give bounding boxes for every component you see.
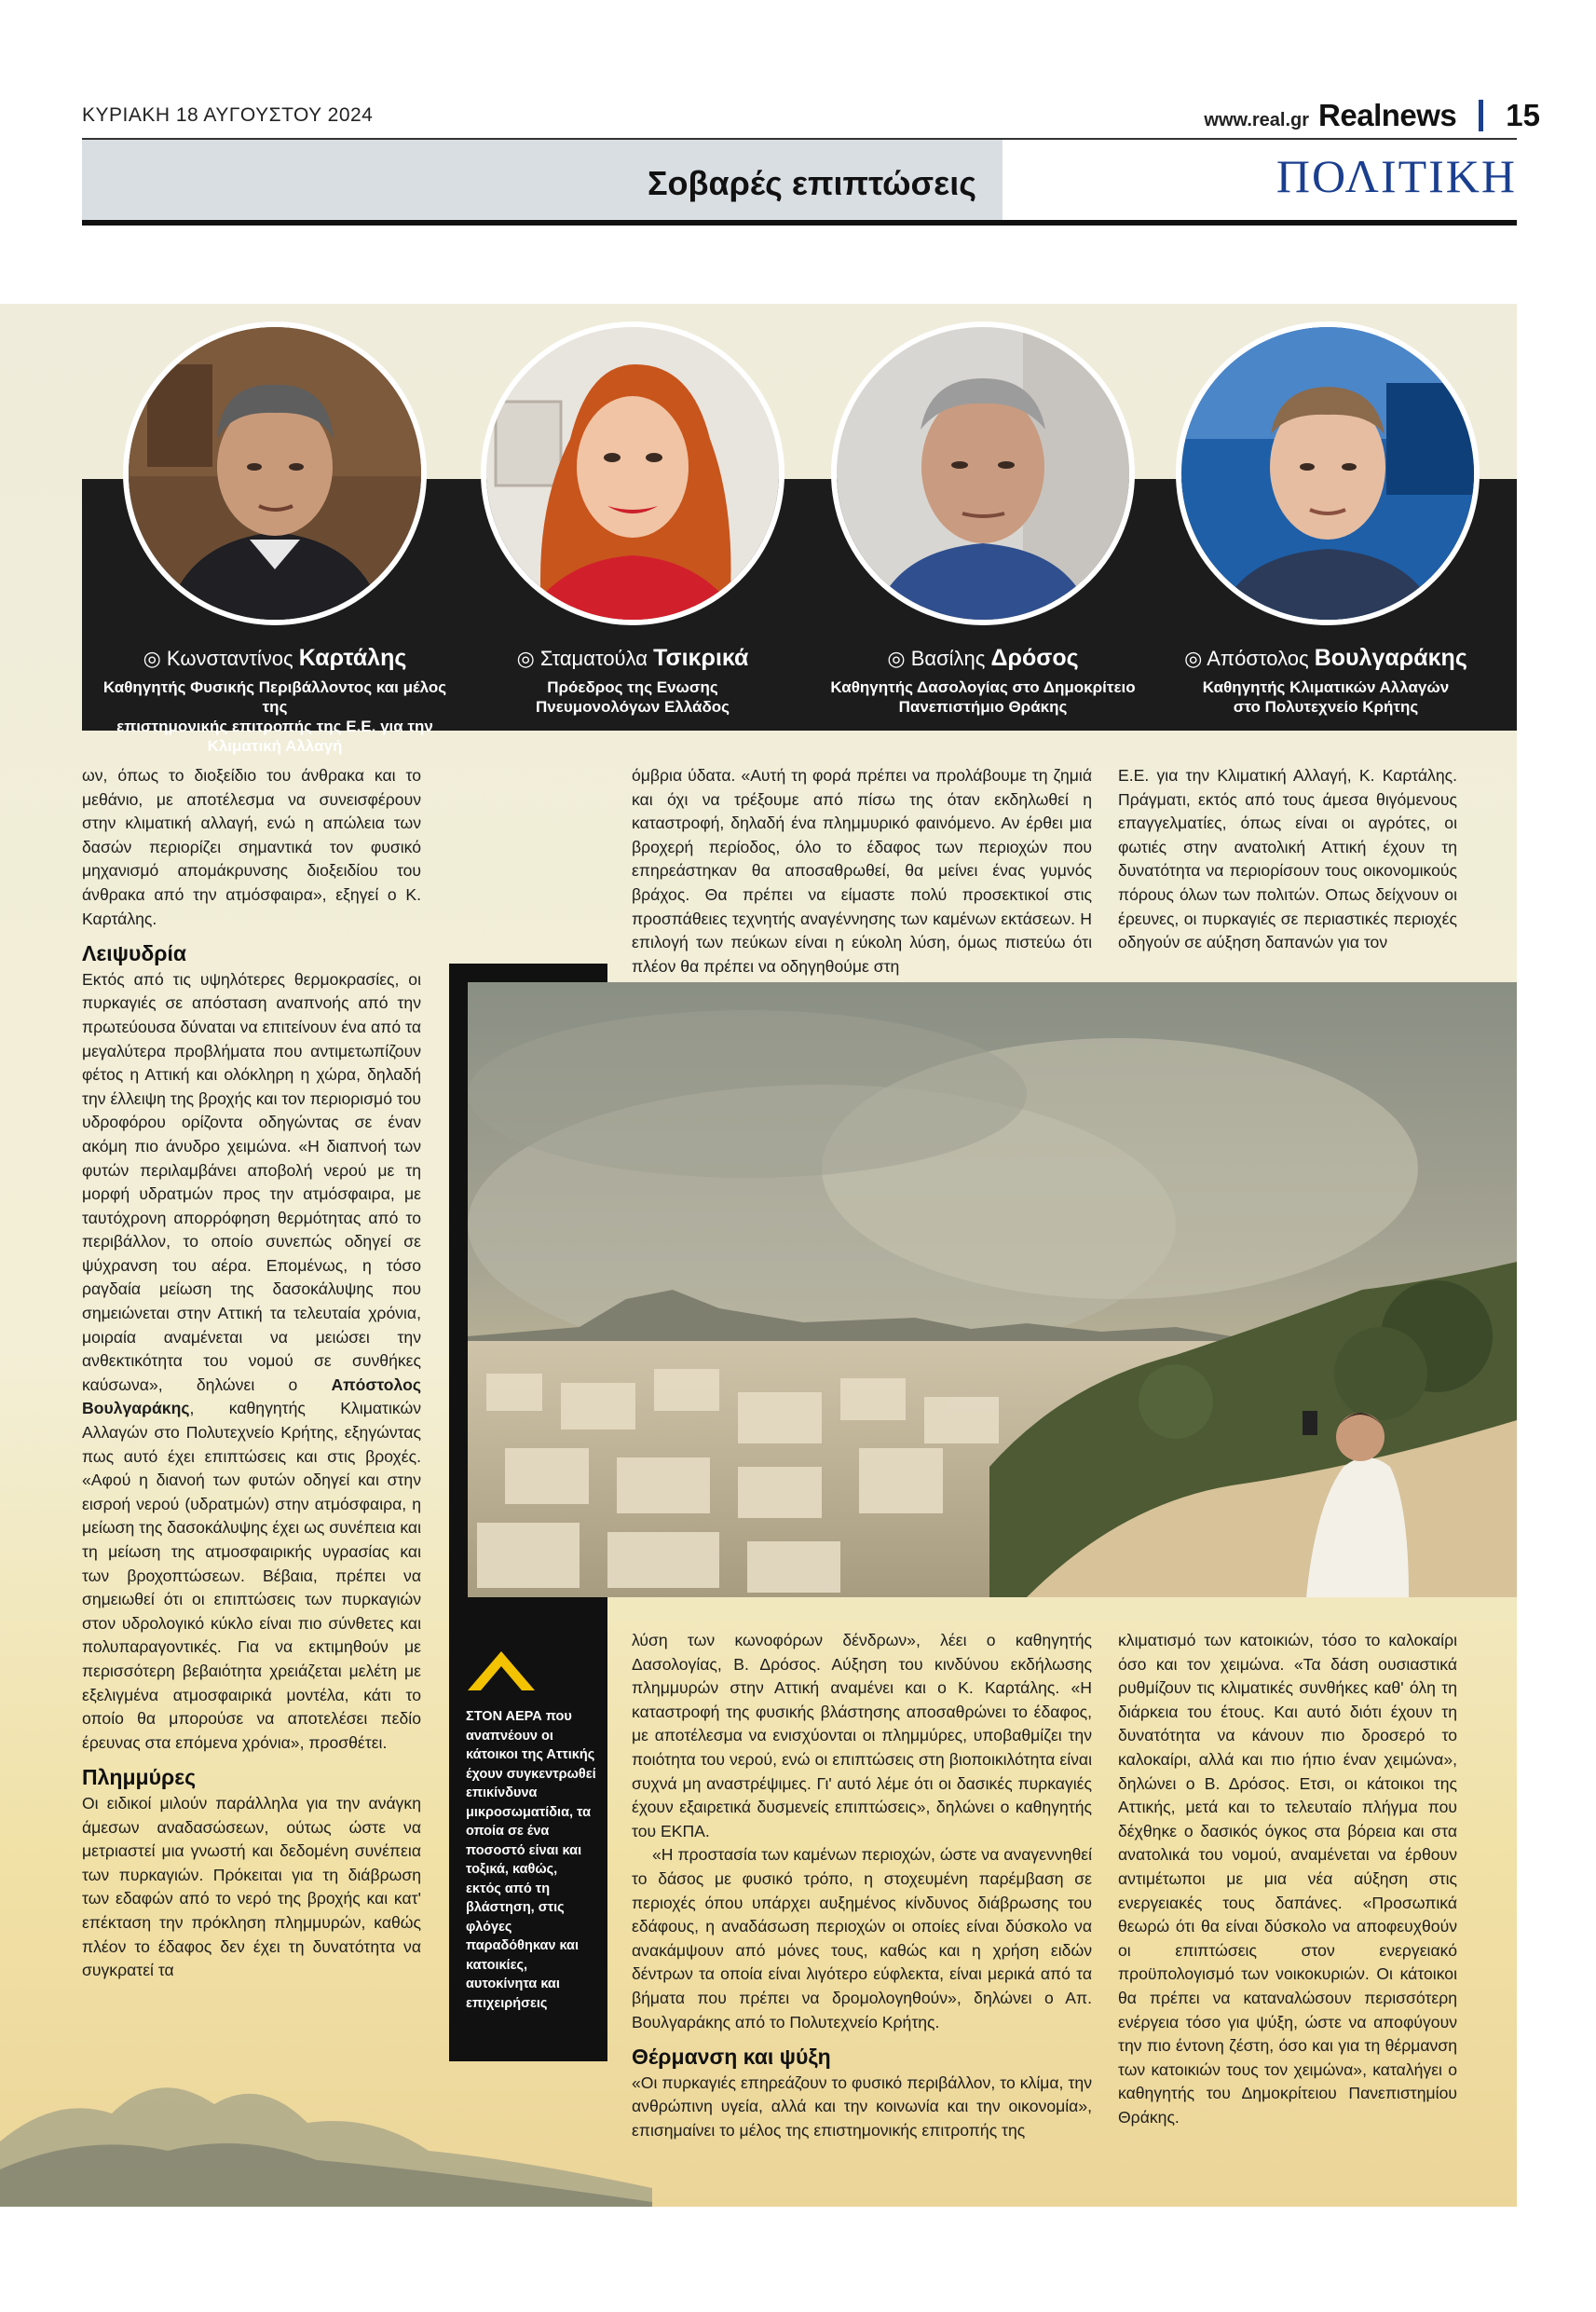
portrait-tsikrika-image (486, 327, 779, 620)
col1-paragraph-2: Εκτός από τις υψηλότερες θερμοκρασίες, οι πυρκαγιές σε απόσταση αναπνοής από την πρωτεύουσα δύναται να επιτείνουν ένα από τα μεγαλύτερα προβλήματα που αντιμετωπίζουν φέτος η Αττική και ολόκληρη η χώρα, δηλαδή την έλλειψη της βροχής και τον περιορισμό του υδροφόρου ορίζοντα οδηγώντας σε έναν ακόμη πιο άνυδρο χειμώνα. «Η διαπνοή των φυτών περιλαμβάνει αποβολή νερού με τη μορφή υδρατμών προς την ατμόσφαιρα, με ταυτόχρονη απορρόφηση θερμότητας από το περιβάλλον, το οποίο συνεπώς οδηγεί σε ψύχρανση του αέρα. Επομένως, η τόσο ραγδαία μείωση της δασοκάλυψης που σημειώνεται στην Αττική τα τελευταία χρόνια, μοιραία αναμένεται να μειώσει την ανθεκτικότητα του νομού σε συνθήκες καύσωνα», δηλώνει ο Απόστολος Βουλγαράκης, καθηγητής Κλιματικών Αλλαγών στο Πολυτεχνείο Κρήτης, εξηγώντας πως αυτό έχει επιπτώσεις και στις βροχές. «Αφού η διανοή των φυτών οδηγεί και στην εισροή νερού (υδρατμών) στην ατμόσφαιρα, η μείωση της δασοκάλυψης έχει ως συνέπεια και τη μείωση της ατμοσφαιρικής υγρασίας και των βροχοπτώσεων. Βέβαια, πρέπει να σημειωθεί ότι οι επιπτώσεις των πυρκαγιών στον υδρολογικό κύκλο είναι πιο σύνθετες και πολυπαραγοντικές. Για να εκτιμηθούν με περισσότερη βεβαιότητα χρειάζεται μελέτη με εξελιγμένα ατμοσφαιρικά μοντέλα, κάτι το οποίο θα μπορούσε να αποτελέσει πεδίο έρευνας στα επόμενα χρόνια», προσθέτει. (82, 969, 421, 1752)
caption-tsikrika (451, 645, 814, 717)
article-column-3-bottom (1118, 1629, 1457, 2129)
col1-paragraph-3: Οι ειδικοί μιλούν παράλληλα για την ανάγκη άμεσων αναδασώσεων, ούτως ώστε να μετριαστεί μια γνωστή και δεδομένη συνέπεια των πυρκαγιών. Πρόκειται για τη διάβρωση των εδαφών από το νερό της βροχής και κατ' επέκταση την πρόκληση πλημμυρών, καθώς πλέον το έδαφος δεν έχει τη δυνατότητα να συγκρατεί τα (82, 1793, 421, 1980)
portrait-tsikrika (481, 321, 784, 625)
col2-bottom-paragraph-2: «Η προστασία των καμένων περιοχών, ώστε να αναγεννηθεί το δάσος με φυσικό τρόπο, η στοχευμένη παρέμβαση σε περιοχές όπου υπάρχει αυξημένος κίνδυνος διάβρωσης του εδάφους, η αναδάσωση περιοχών οι οποίες είναι δύσκολο να ανακάμψουν από μόνες τους, καθώς και η χρήση ειδών δέντρων τα οποία είναι λιγότερο εύφλεκτα, είναι μερικά από τα βήματα που πρέπει να δρομολογηθούν», δηλώνει ο Απ. Βουλγαράκης από το Πολυτεχνείο Κρήτης. (632, 1845, 1092, 2032)
portrait-voulgarakis-image (1181, 327, 1474, 620)
portrait-kartalis (123, 321, 427, 625)
role-kartalis: Καθηγητής Φυσικής Περιβάλλοντος και μέλος της επιστημονικής επιτροπής της Ε.Ε. για την Κλιματική Αλλαγή (102, 678, 447, 755)
col2-bottom-paragraph-3: «Οι πυρκαγιές επηρεάζουν το φυσικό περιβάλλον, το κλίμα, την ανθρώπινη υγεία, αλλά και την κοινωνία και την οικονομία», επισημαίνει το μέλος της επιστημονικής επιτροπής της (632, 2073, 1092, 2140)
section-label: ΠΟΛΙΤΙΚΗ (1275, 150, 1517, 202)
role-drosos: Καθηγητής Δασολογίας στο Δημοκρίτειο Πανεπιστήμιο Θράκης (830, 678, 1136, 716)
article-title: Σοβαρές επιπτώσεις (647, 164, 976, 202)
brand-divider (1479, 100, 1483, 131)
subhead-thermansi: Θέρμανση και ψύξη (632, 2045, 831, 2070)
page-number: 15 (1506, 98, 1540, 132)
name-voulgarakis: ◎ Απόστολος Βουλγαράκης (1184, 645, 1467, 671)
brand-logo: Realnews (1318, 98, 1457, 132)
name-drosos: ◎ Βασίλης Δρόσος (887, 645, 1079, 671)
callout-text: ΣΤΟΝ ΑΕΡΑ που αναπνέουν οι κάτοικοι της Αττικής έχουν συγκεντρωθεί επικίνδυνα μικροσωματίδια, τα οποία σε ένα ποσοστό είναι και τοξικά, καθώς, εκτός από τη βλάστηση, στις φλόγες παραδόθηκαν και κατοικίες, αυτοκίνητα και επιχειρήσεις (466, 1709, 596, 2011)
col3-top-paragraph: Ε.Ε. για την Κλιματική Αλλαγή, Κ. Καρτάλης. Πράγματι, εκτός από τους άμεσα θιγόμενους επαγγελματίες, όπως είναι οι αγρότες, οι φωτιές στην ανατολική Αττική έχουν τη δυνατότητα να περιορίσουν τους οικονομικούς πόρους όλων των πολιτών. Οπως δείχνουν οι έρευνες, οι πυρκαγιές σε περιαστικές περιοχές οδηγούν σε αύξηση δαπανών για τον (1118, 766, 1457, 952)
portrait-voulgarakis (1176, 321, 1480, 625)
subhead-plimmyres: Πλημμύρες (82, 1765, 197, 1790)
col2-bottom-paragraph-1: λύση των κωνοφόρων δένδρων», λέει ο καθηγητής Δασολογίας, Β. Δρόσος. Αύξηση του κινδύνου εκδήλωσης πλημμυρών στην Αττική αναμένει και ο Κ. Καρτάλης. «Η καταστροφή της φυσικής βλάστησης αποσαθρώνει το έδαφος, με αποτέλεσμα να ενισχύονται οι πλημμύρες, υποβαθμίζει την ποιότητα του νερού, ενώ οι επιπτώσεις στη βιοποικιλότητα είναι συχνά μη αναστρέψιμες. Γι' αυτό λέμε ότι οι δασικές πυρκαγιές έχουν εξαιρετικά δυσμενείς επιπτώσεις», δηλώνει ο καθηγητής του ΕΚΠΑ. (632, 1631, 1092, 1840)
article-column-3-top (1118, 764, 1457, 955)
name-tsikrika: ◎ Σταματούλα Τσικρικά (516, 645, 749, 671)
caption-voulgarakis (1144, 645, 1507, 717)
subhead-leipsydria: Λειψυδρία (82, 941, 187, 966)
site-url[interactable]: www.real.gr (1204, 110, 1310, 130)
col3-bottom-paragraph: κλιματισμό των κατοικιών, τόσο το καλοκαίρι όσο και τον χειμώνα. «Τα δάση ουσιαστικά ρυθμίζουν τις κλιματικές συνθήκες καθ' όλη τη διάρκεια του έτους. Και αυτό διότι έχουν τη δυνατότητα να κάνουν πιο δροσερό το καλοκαίρι, αλλά και πιο ήπιο έναν χειμώνα», δηλώνει ο Β. Δρόσος. Ετσι, οι κάτοικοι της Αττικής, μετά και το τελευταίο πλήγμα που δέχθηκε ο δασικός όγκος στα βόρεια και στα ανατολικά του νομού, αναμένεται να έρθουν αντιμέτωποι με μια νέα αύξηση στις ενεργειακές τους δαπάνες. «Προσωπικά θεωρώ ότι θα είναι δύσκολο να αποφευχθούν οι επιπτώσεις στον ενεργειακό προϋπολογισμό των νοικοκυριών. Οι κάτοικοι θα πρέπει να καταναλώσουν περισσότερη ενέργεια τόσο για ψύξη, ώστε να αποφύγουν την πιο έντονη ζέστη, όσο και για τη θέρμανση των κατοικιών τους τον χειμώνα», καταλήγει ο καθηγητής του Δημοκρίτειου Πανεπιστημίου Θράκης. (1118, 1631, 1457, 2127)
hill-silhouette (0, 2039, 652, 2207)
role-tsikrika: Πρόεδρος της Ενωσης Πνευμονολόγων Ελλάδος (536, 678, 730, 716)
portrait-kartalis-image (129, 327, 421, 620)
photo-frame-top (449, 964, 607, 982)
portrait-drosos-image (837, 327, 1129, 620)
article-column-1 (82, 764, 421, 1983)
athens-smoke-photo (468, 982, 1517, 1597)
col1-paragraph-1: ων, όπως το διοξείδιο του άνθρακα και το μεθάνιο, με αποτέλεσμα να συνεισφέρουν στην κλιματική αλλαγή, ενώ η απώλεια των δασών περιορίζει σημαντικά τον φυσικό μηχανισμό απομάκρυνσης διοξειδίου του άνθρακα από την ατμόσφαιρα», εξηγεί ο Κ. Καρτάλης. (82, 766, 421, 928)
caption-kartalis (93, 645, 457, 756)
callout-box (449, 1597, 607, 2061)
article-column-2-top (632, 764, 1092, 978)
caption-drosos (801, 645, 1165, 717)
role-voulgarakis: Καθηγητής Κλιματικών Αλλαγών στο Πολυτεχνείο Κρήτης (1202, 678, 1450, 716)
portrait-drosos (831, 321, 1135, 625)
col2-top-paragraph: όμβρια ύδατα. «Αυτή τη φορά πρέπει να προλάβουμε τη ζημιά και όχι να τρέξουμε από πίσω της όταν εκδηλωθεί η καταστροφή, δηλαδή ένα πλημμυρικό φαινόμενο. Αν έρθει μια βροχερή περίοδος, όλο το έδαφος των περιοχών που επηρεάστηκαν θα αποσαθρωθεί, θα μείνει ένας γυμνός βράχος. Θα πρέπει να είμαστε πολύ προσεκτικοί στις προσπάθειες τεχνητής αναγέννησης των καμένων εκτάσεων. Η επιλογή των πεύκων είναι η εύκολη λύση, όμως πιστεύω ότι πλέον θα πρέπει να οδηγηθούμε στη (632, 766, 1092, 976)
masthead (1204, 98, 1540, 133)
article-column-2-bottom (632, 1629, 1092, 2142)
name-kartalis: ◎ Κωνσταντίνος Καρτάλης (143, 645, 407, 671)
chevron-up-icon (466, 1648, 537, 1692)
article-title-bar (82, 140, 1003, 220)
header-thick-rule (82, 220, 1517, 226)
issue-date: ΚΥΡΙΑΚΗ 18 ΑΥΓΟΥΣΤΟΥ 2024 (82, 104, 374, 126)
